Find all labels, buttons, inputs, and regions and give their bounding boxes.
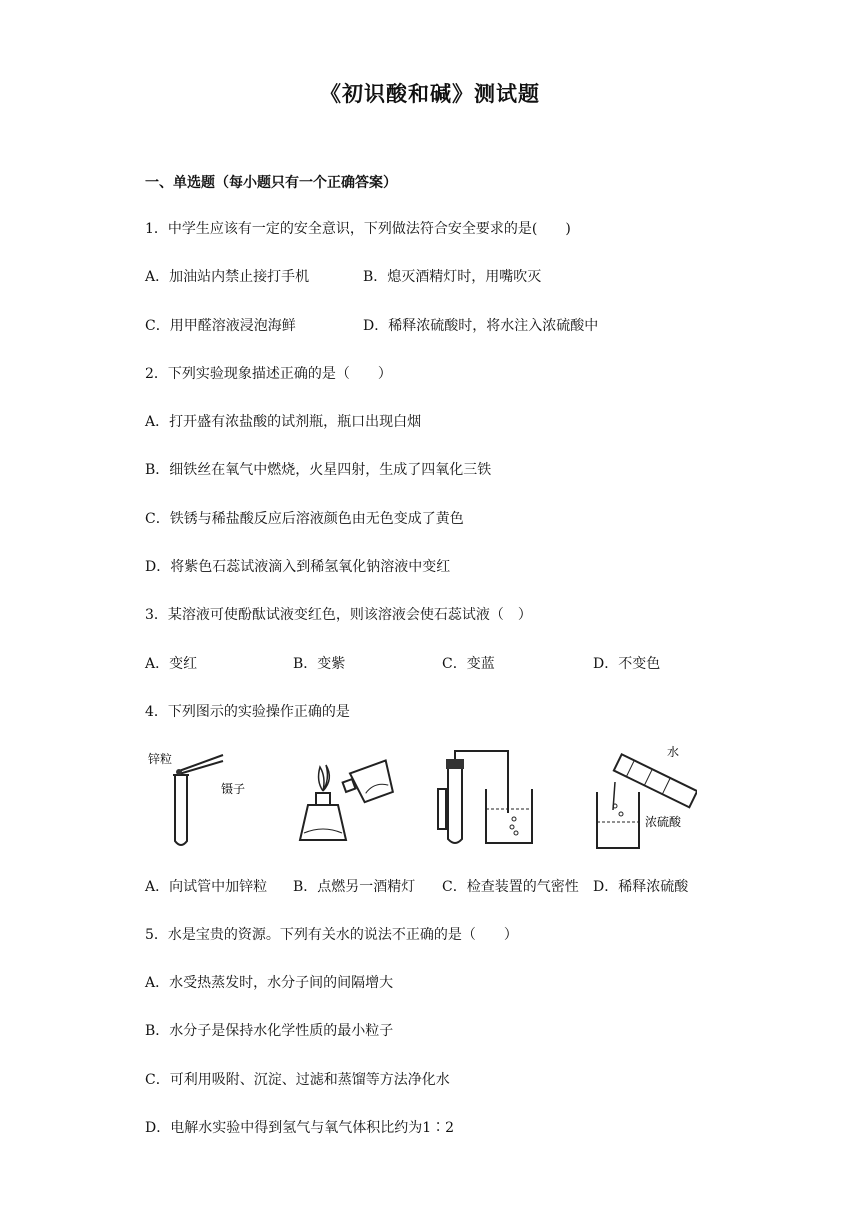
page-title: 《初识酸和碱》测试题 bbox=[320, 82, 540, 106]
q3-stem: 3．某溶液可使酚酞试液变红色，则该溶液会使石蕊试液（ ） bbox=[145, 607, 532, 623]
figure-label-water: 水 bbox=[667, 745, 680, 759]
q5-option-d: D．电解水实验中得到氢气与氧气体积比约为1∶2 bbox=[145, 1120, 455, 1136]
section-heading: 一、单选题（每小题只有一个正确答案） bbox=[145, 175, 397, 191]
q3-option-c: C．变蓝 bbox=[442, 656, 495, 672]
figure-label-zinc: 锌粒 bbox=[148, 752, 173, 766]
q5-option-c: C．可利用吸附、沉淀、过滤和蒸馏等方法净化水 bbox=[145, 1072, 450, 1088]
figure-c-airtightness-check bbox=[436, 743, 536, 853]
q2-stem: 2．下列实验现象描述正确的是（ ） bbox=[145, 366, 392, 382]
q2-option-a: A．打开盛有浓盐酸的试剂瓶，瓶口出现白烟 bbox=[145, 414, 422, 430]
q2-option-b: B．细铁丝在氧气中燃烧，火星四射，生成了四氧化三铁 bbox=[145, 462, 492, 478]
q5-option-a: A．水受热蒸发时，水分子间的间隔增大 bbox=[145, 975, 394, 991]
q4-option-a: A．向试管中加锌粒 bbox=[145, 879, 268, 895]
figure-label-acid: 浓硫酸 bbox=[645, 815, 682, 829]
figure-b-alcohol-lamps bbox=[290, 745, 400, 853]
q3-option-d: D．不变色 bbox=[593, 656, 661, 672]
q4-option-b: B．点燃另一酒精灯 bbox=[293, 879, 416, 895]
q3-option-a: A．变红 bbox=[145, 656, 198, 672]
q2-option-c: C．铁锈与稀盐酸反应后溶液颜色由无色变成了黄色 bbox=[145, 511, 464, 527]
q1-option-d: D．稀释浓硫酸时，将水注入浓硫酸中 bbox=[363, 318, 599, 334]
q1-option-b: B．熄灭酒精灯时，用嘴吹灭 bbox=[363, 269, 542, 285]
figure-d-dilute-acid bbox=[587, 740, 697, 855]
figure-a-zinc-test-tube bbox=[145, 743, 255, 853]
q5-option-b: B．水分子是保持水化学性质的最小粒子 bbox=[145, 1023, 394, 1039]
q4-option-c: C．检查装置的气密性 bbox=[442, 879, 579, 895]
q4-option-d: D．稀释浓硫酸 bbox=[593, 879, 689, 895]
q2-option-d: D．将紫色石蕊试液滴入到稀氢氧化钠溶液中变红 bbox=[145, 559, 451, 575]
q4-stem: 4．下列图示的实验操作正确的是 bbox=[145, 704, 350, 720]
q1-option-c: C．用甲醛溶液浸泡海鲜 bbox=[145, 318, 296, 334]
q1-option-a: A．加油站内禁止接打手机 bbox=[145, 269, 310, 285]
q3-option-b: B．变紫 bbox=[293, 656, 346, 672]
q1-stem: 1．中学生应该有一定的安全意识，下列做法符合安全要求的是( ) bbox=[145, 221, 571, 237]
q5-stem: 5．水是宝贵的资源。下列有关水的说法不正确的是（ ） bbox=[145, 927, 518, 943]
figure-label-tweezers: 镊子 bbox=[221, 782, 246, 796]
